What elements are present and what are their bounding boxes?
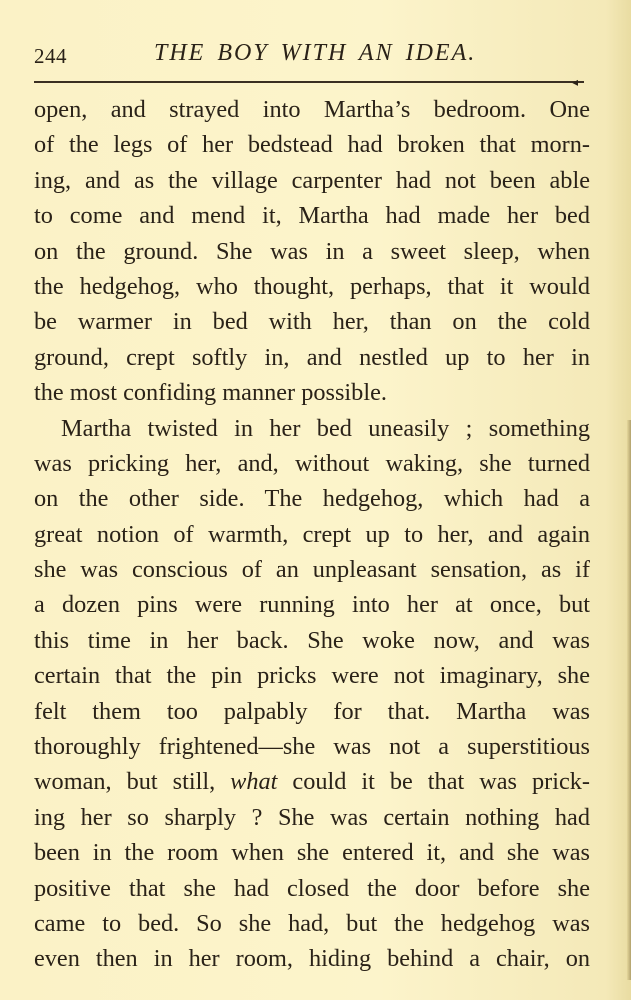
text-line: on the ground. She was in a sweet sleep, when bbox=[34, 237, 590, 265]
text-line: ground, crept softly in, and nestled up to her in bbox=[34, 343, 590, 371]
text-line: certain that the pin pricks were not imaginary, she bbox=[34, 662, 590, 690]
text-line: on the other side. The hedgehog, which had a bbox=[34, 485, 590, 513]
text-line: open, and strayed into Martha’s bedroom. One bbox=[34, 96, 590, 123]
text-line-with-emphasis bbox=[34, 764, 590, 799]
text-line: of the legs of her bedstead had broken that morn- bbox=[34, 131, 590, 159]
text-segment: could it be that was prick- bbox=[292, 768, 591, 796]
text-line: felt them too palpably for that. Martha was bbox=[34, 697, 590, 725]
text-line: to come and mend it, Martha had made her bed bbox=[34, 202, 590, 230]
text-line: a dozen pins were running into her at once, but bbox=[34, 591, 590, 619]
page-edge-shadow bbox=[627, 420, 631, 980]
emphasized-word: what bbox=[230, 768, 278, 796]
header-rule bbox=[34, 81, 584, 83]
text-line: been in the room when she entered it, and she was bbox=[34, 839, 590, 867]
text-segment: woman, but still, bbox=[34, 768, 216, 796]
text-line: ing, and as the village carpenter had not been able bbox=[34, 166, 590, 194]
text-line: she was conscious of an unpleasant sensation, as if bbox=[34, 556, 590, 584]
text-line: was pricking her, and, without waking, she turned bbox=[34, 449, 590, 477]
text-line: Martha twisted in her bed uneasily ; something bbox=[61, 414, 590, 442]
page-number: 244 bbox=[34, 44, 67, 68]
text-line: be warmer in bed with her, than on the cold bbox=[34, 308, 590, 336]
page-header bbox=[34, 40, 594, 80]
text-line: even then in her room, hiding behind a chair, on bbox=[34, 945, 590, 973]
text-line: great notion of warmth, crept up to her, and again bbox=[34, 520, 590, 548]
text-line: the most confiding manner possible. bbox=[34, 379, 387, 407]
text-line: ing her so sharply ? She was certain nothing had bbox=[34, 803, 590, 831]
text-line: positive that she had closed the door before she bbox=[34, 874, 590, 902]
text-line: thoroughly frightened—she was not a superstitious bbox=[34, 733, 590, 761]
text-line: the hedgehog, who thought, perhaps, that it would bbox=[34, 272, 590, 300]
header-rule-ornament: ◂ bbox=[572, 75, 579, 89]
running-head: THE BOY WITH AN IDEA. bbox=[154, 40, 477, 66]
body-text bbox=[34, 92, 590, 977]
text-line: came to bed. So she had, but the hedgehog was bbox=[34, 909, 590, 937]
text-line: this time in her back. She woke now, and was bbox=[34, 626, 590, 654]
